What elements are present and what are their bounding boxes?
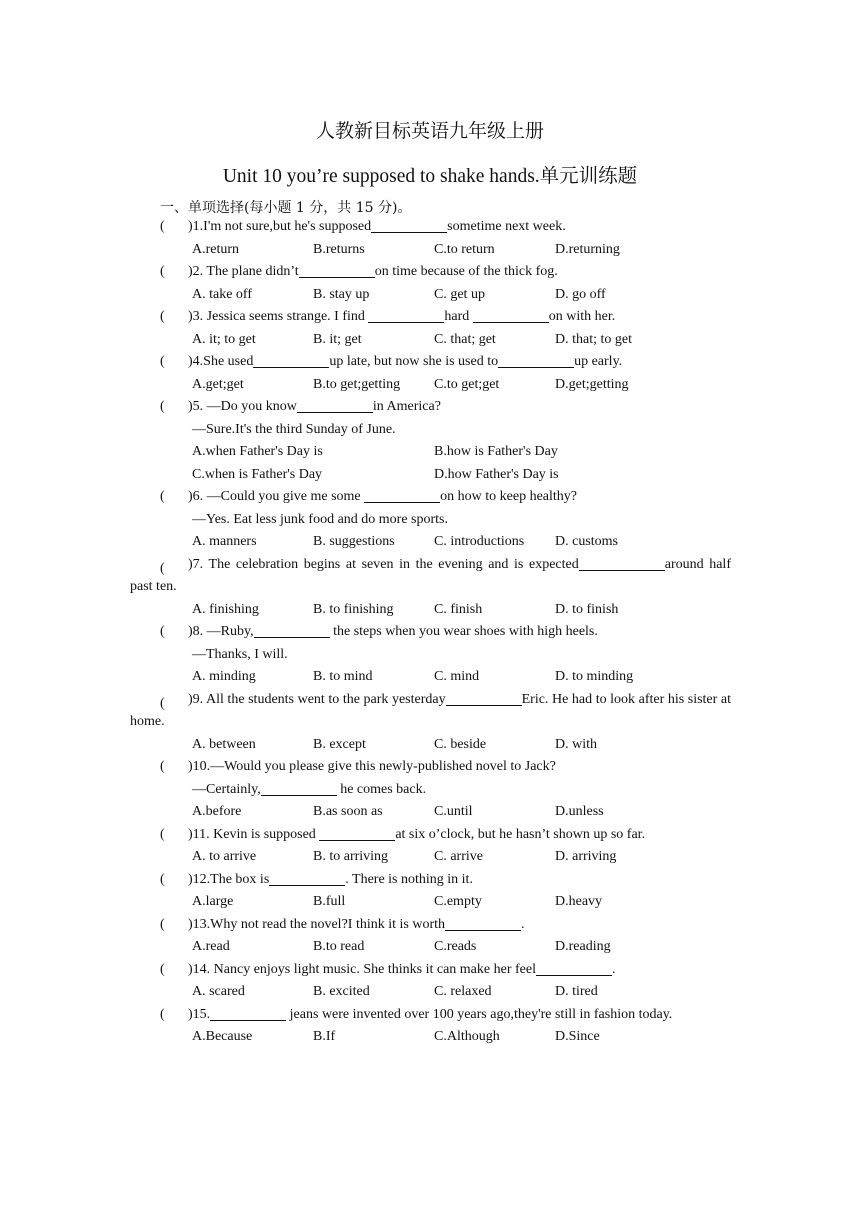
section-heading: 一、单项选择(每小题 1 分，共 15 分)。 (160, 200, 412, 216)
question-3 (130, 306, 731, 329)
question-text: )2. The plane didn’t (188, 264, 299, 279)
answer-paren: ( (160, 695, 165, 711)
option-d: D. with (555, 736, 597, 752)
question-text: )8. —Ruby, (188, 624, 254, 639)
option-c: C. finish (434, 601, 483, 617)
question-text: sometime next week. (447, 219, 566, 234)
option-d: D.Since (555, 1029, 600, 1044)
question-2 (130, 261, 731, 284)
question-13 (130, 914, 731, 937)
option-a: A.Because (192, 1029, 253, 1044)
option-b: B.If (313, 1029, 336, 1044)
options-row (130, 936, 731, 959)
question-text: )14. Nancy enjoys light music. She thinks it can make her feel (188, 961, 536, 977)
answer-paren: ( (160, 354, 165, 369)
option-c: C. that; get (434, 331, 496, 347)
question-text: up early. (574, 354, 623, 369)
option-d: D. to finish (555, 601, 619, 617)
answer-blank (364, 488, 440, 503)
answer-blank (498, 353, 574, 368)
answer-paren: ( (160, 264, 165, 279)
option-c: C. relaxed (434, 984, 492, 999)
option-b: B. it; get (313, 331, 362, 347)
option-a: A. minding (192, 669, 256, 684)
question-text: )9. All the students went to the park yesterday (188, 691, 446, 707)
option-d: D.how Father's Day is (434, 466, 559, 482)
answer-blank (269, 871, 345, 886)
answer-blank (253, 353, 329, 368)
dialogue-reply (130, 779, 731, 802)
option-d: D.heavy (555, 894, 603, 909)
options-row (130, 531, 731, 554)
answer-blank (579, 556, 665, 571)
option-b: B. stay up (313, 286, 370, 302)
question-8 (130, 621, 731, 644)
options-row (130, 284, 731, 307)
question-9 (130, 689, 731, 734)
options-row (130, 599, 731, 622)
options-row (130, 441, 731, 464)
options-row (130, 891, 731, 914)
reply-text: he comes back. (336, 781, 427, 797)
question-5 (130, 396, 731, 419)
question-text: in America? (372, 399, 441, 414)
option-b: B.full (313, 894, 346, 909)
option-b: B. to mind (313, 669, 373, 684)
answer-paren: ( (160, 871, 165, 887)
options-row (130, 801, 731, 824)
answer-paren: ( (160, 219, 165, 234)
question-text: at six o’clock, but he hasn’t shown up so far. (395, 826, 646, 842)
question-text: . There is nothing in it. (345, 871, 473, 887)
option-d: D. go off (555, 286, 606, 302)
answer-paren: ( (160, 399, 165, 414)
question-text: )11. Kevin is supposed (188, 826, 320, 842)
option-c: C. beside (434, 736, 487, 752)
question-text: )1.I'm not sure,but he's supposed (188, 219, 372, 234)
options-row (130, 666, 731, 689)
question-11 (130, 824, 731, 847)
answer-blank (261, 781, 337, 796)
option-c: C. mind (434, 669, 480, 684)
option-c: C. introductions (434, 534, 525, 549)
option-d: D. that; to get (555, 331, 632, 347)
option-b: B.to read (313, 939, 365, 954)
question-text: on time because of the thick fog. (374, 264, 558, 279)
option-c: C.until (434, 804, 473, 819)
question-text: )13.Why not read the novel?I think it is worth (188, 916, 445, 932)
option-d: D.unless (555, 804, 604, 819)
option-d: D. tired (555, 984, 598, 999)
dialogue-reply: —Thanks, I will. (192, 646, 288, 662)
question-text: the steps when you wear shoes with high heels. (329, 624, 598, 639)
answer-blank (299, 263, 375, 278)
options-row (130, 464, 731, 487)
option-c: C.empty (434, 894, 482, 909)
option-c: C.when is Father's Day (192, 466, 323, 482)
option-d: D. customs (555, 534, 618, 549)
question-text: around half past ten. (130, 556, 731, 594)
options-row (130, 846, 731, 869)
option-a: A. it; to get (192, 331, 256, 347)
answer-paren: ( (160, 489, 165, 504)
option-a: A.read (192, 939, 230, 954)
option-c: C.reads (434, 939, 477, 954)
question-7 (130, 554, 731, 599)
option-a: A.when Father's Day is (192, 444, 323, 459)
option-d: D.reading (555, 939, 611, 954)
page-title-english: Unit 10 you’re supposed to shake hands.单元训练题 (222, 166, 638, 187)
reply-text: —Certainly, (192, 781, 261, 797)
question-text: )6. —Could you give me some (188, 489, 365, 504)
question-4 (130, 351, 731, 374)
question-text: )5. —Do you know (188, 399, 297, 414)
option-b: B.as soon as (313, 804, 383, 819)
option-b: B.returns (313, 241, 365, 257)
option-b: B. excited (313, 984, 370, 999)
question-text: up late, but now she is used to (329, 354, 499, 369)
dialogue-reply: —Sure.It's the third Sunday of June. (192, 421, 396, 437)
answer-paren: ( (160, 916, 165, 932)
answer-paren: ( (160, 826, 165, 842)
option-b: B. to finishing (313, 601, 394, 617)
option-a: A.large (192, 894, 234, 909)
option-a: A.before (192, 804, 242, 819)
page-title-chinese: 人教新目标英语九年级上册 (315, 120, 544, 142)
option-a: A. take off (192, 286, 252, 302)
option-c: C.to return (434, 241, 495, 257)
options-row (130, 981, 731, 1004)
option-d: D. arriving (555, 849, 617, 864)
option-b: B.to get;getting (313, 376, 401, 392)
answer-blank (210, 1006, 286, 1021)
option-d: D. to minding (555, 669, 634, 684)
option-a: A. finishing (192, 601, 259, 617)
answer-blank (297, 398, 373, 413)
options-row (130, 1026, 731, 1049)
question-14 (130, 959, 731, 982)
question-text: )15. (188, 1006, 211, 1022)
option-a: A.return (192, 241, 240, 257)
question-text: )4.She used (188, 354, 254, 369)
option-b: B. to arriving (313, 849, 389, 864)
question-list (130, 216, 731, 1049)
question-text: on with her. (548, 309, 616, 324)
answer-paren: ( (160, 624, 165, 639)
option-a: A. scared (192, 984, 245, 999)
question-10 (130, 756, 731, 779)
option-d: D.get;getting (555, 376, 629, 392)
options-row (130, 239, 731, 262)
question-12 (130, 869, 731, 892)
answer-blank (473, 308, 549, 323)
option-a: A. manners (192, 534, 257, 549)
dialogue-reply: —Yes. Eat less junk food and do more sports. (192, 511, 449, 527)
option-a: A. to arrive (192, 849, 257, 864)
option-c: C.Although (434, 1029, 500, 1044)
answer-paren: ( (160, 560, 165, 576)
question-text: jeans were invented over 100 years ago,they're still in fashion today. (286, 1006, 673, 1022)
answer-paren: ( (160, 1006, 165, 1022)
answer-paren: ( (160, 961, 165, 977)
question-text: )12.The box is (188, 871, 270, 887)
answer-blank (368, 308, 444, 323)
option-a: A.get;get (192, 376, 244, 392)
options-row (130, 374, 731, 397)
question-text: . (521, 916, 525, 932)
answer-blank (445, 916, 521, 931)
option-d: D.returning (555, 241, 620, 257)
option-c: C. get up (434, 286, 485, 302)
options-row (130, 734, 731, 757)
question-text: )7. The celebration begins at seven in the evening and is expected (188, 556, 579, 572)
answer-blank (371, 218, 447, 233)
question-1 (130, 216, 731, 239)
question-15 (130, 1004, 731, 1027)
answer-blank (254, 623, 330, 638)
question-text: Eric. He had to look after his sister at home. (130, 691, 731, 729)
question-text: )3. Jessica seems strange. I find (188, 309, 369, 324)
option-b: B. suggestions (313, 534, 395, 549)
answer-blank (319, 826, 395, 841)
question-text: hard (444, 309, 473, 324)
option-a: A. between (192, 736, 256, 752)
question-text: on how to keep healthy? (440, 489, 578, 504)
question-text: . (611, 961, 616, 977)
option-b: B.how is Father's Day (434, 444, 558, 459)
answer-paren: ( (160, 759, 165, 774)
answer-blank (536, 961, 612, 976)
option-c: C. arrive (434, 849, 483, 864)
answer-paren: ( (160, 309, 165, 324)
answer-blank (446, 691, 522, 706)
question-text: )10.—Would you please give this newly-published novel to Jack? (188, 759, 556, 774)
option-c: C.to get;get (434, 376, 500, 392)
options-row (130, 329, 731, 352)
question-6 (130, 486, 731, 509)
option-b: B. except (313, 736, 366, 752)
